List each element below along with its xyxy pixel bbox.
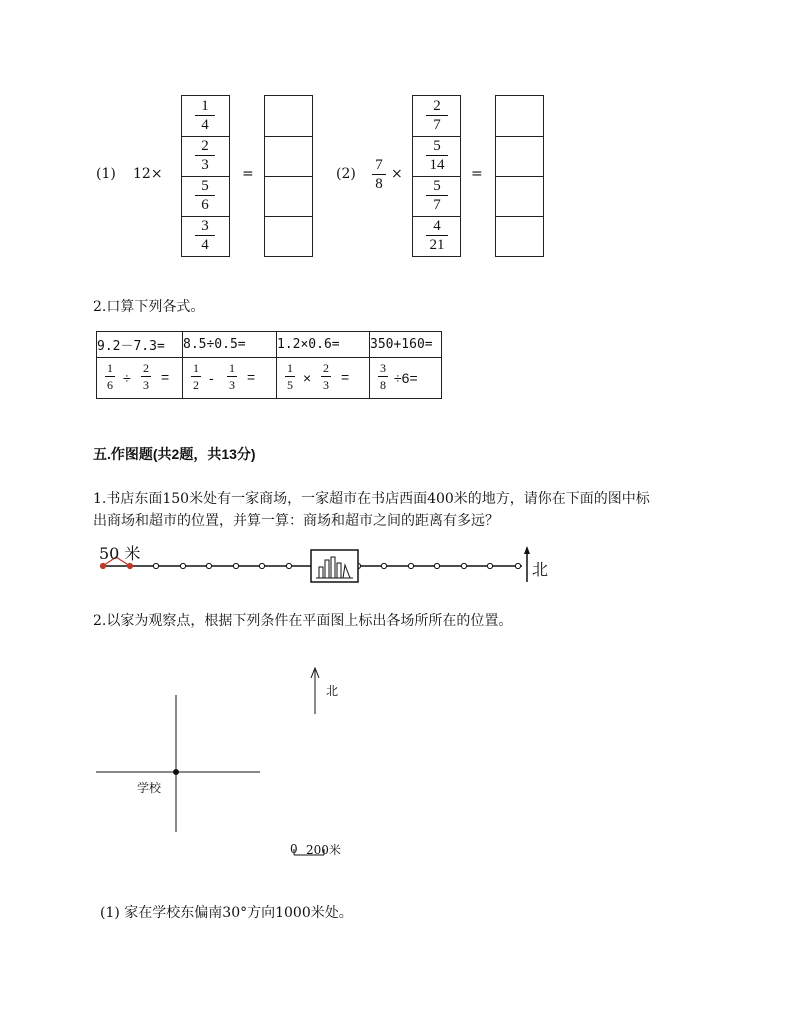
fraction: 1 4 — [195, 98, 215, 133]
scale-value: 200米 — [306, 843, 341, 857]
question2-text: 2.以家为观察点，根据下列条件在平面图上标出各场所所在的位置。 — [93, 613, 513, 629]
fraction: 2 3 — [323, 361, 329, 392]
oral-cell[interactable] — [183, 358, 277, 399]
equals-sign: = — [247, 369, 256, 385]
fraction: 3 4 — [195, 218, 215, 253]
oral-cell[interactable]: 8.5÷0.5= — [183, 332, 277, 358]
oral-table — [96, 331, 442, 399]
oral-heading: 2.口算下列各式。 — [93, 299, 205, 315]
oral-cell[interactable]: 1.2×0.6= — [277, 332, 370, 358]
operator: - — [209, 370, 214, 386]
answer-column-2[interactable] — [495, 95, 544, 257]
fraction: 3 8 — [380, 361, 386, 392]
street-number-line — [90, 538, 560, 586]
oral-cell[interactable] — [97, 358, 183, 399]
tick-dot — [153, 563, 158, 568]
fraction: 5 14 — [426, 138, 448, 173]
school-dot — [173, 769, 179, 775]
oral-cell[interactable]: 9.2－7.3= — [97, 332, 183, 358]
tick-dot — [408, 563, 413, 568]
sub-question-1: (1) 家在学校东偏南30°方向1000米处。 — [100, 905, 353, 921]
equals-sign: = — [161, 369, 170, 385]
fraction: 5 6 — [195, 178, 215, 213]
answer-column-1[interactable] — [264, 95, 313, 257]
equals-2: = — [471, 166, 483, 182]
tick-dot — [259, 563, 264, 568]
oral-cell[interactable]: 350+160= — [370, 332, 442, 358]
operator: × — [303, 370, 312, 386]
oral-cell[interactable] — [277, 358, 370, 399]
question1-line1: 1.书店东面150米处有一家商场，一家超市在书店西面400米的地方，请你在下面的图中标 — [93, 491, 650, 507]
question1-line2: 出商场和超市的位置，并算一算：商场和超市之间的距离有多远？ — [93, 513, 499, 529]
fraction: 1 6 — [107, 361, 113, 392]
label-part1: (1) — [96, 166, 116, 182]
oral-cell[interactable] — [370, 358, 442, 399]
multiplier-12: 12× — [133, 166, 163, 182]
operator: ÷ — [123, 370, 131, 386]
tick-dot — [100, 563, 105, 568]
tick-dot — [461, 563, 466, 568]
tick-dot — [434, 563, 439, 568]
equals-sign: = — [341, 369, 350, 385]
tick-dot — [206, 563, 211, 568]
tick-dot — [487, 563, 492, 568]
times-sign: × — [391, 166, 403, 182]
fraction: 5 7 — [426, 178, 448, 213]
fraction: 2 7 — [426, 98, 448, 133]
school-label: 学校 — [137, 781, 162, 795]
operator: ÷6= — [394, 370, 418, 386]
fraction: 4 21 — [426, 218, 448, 253]
fraction: 1 3 — [229, 361, 235, 392]
fraction: 1 2 — [193, 361, 199, 392]
tick-dot — [233, 563, 238, 568]
north-label-1: 北 — [532, 560, 549, 579]
tick-dot — [381, 563, 386, 568]
label-part2: (2) — [336, 166, 356, 182]
section-title: 五.作图题(共2题，共13分) — [93, 446, 256, 462]
equals-1: = — [242, 166, 254, 182]
tick-dot — [515, 563, 520, 568]
scale-zero: 0 — [290, 842, 298, 856]
fraction: 2 3 — [143, 361, 149, 392]
fraction: 1 5 — [287, 361, 293, 392]
scale-label: 50 米 — [99, 544, 141, 563]
tick-dot — [127, 563, 132, 568]
north-label-2: 北 — [326, 684, 339, 698]
fraction-7-8: 7 8 — [372, 157, 386, 192]
tick-dot — [180, 563, 185, 568]
fraction: 2 3 — [195, 138, 215, 173]
tick-dot — [286, 563, 291, 568]
